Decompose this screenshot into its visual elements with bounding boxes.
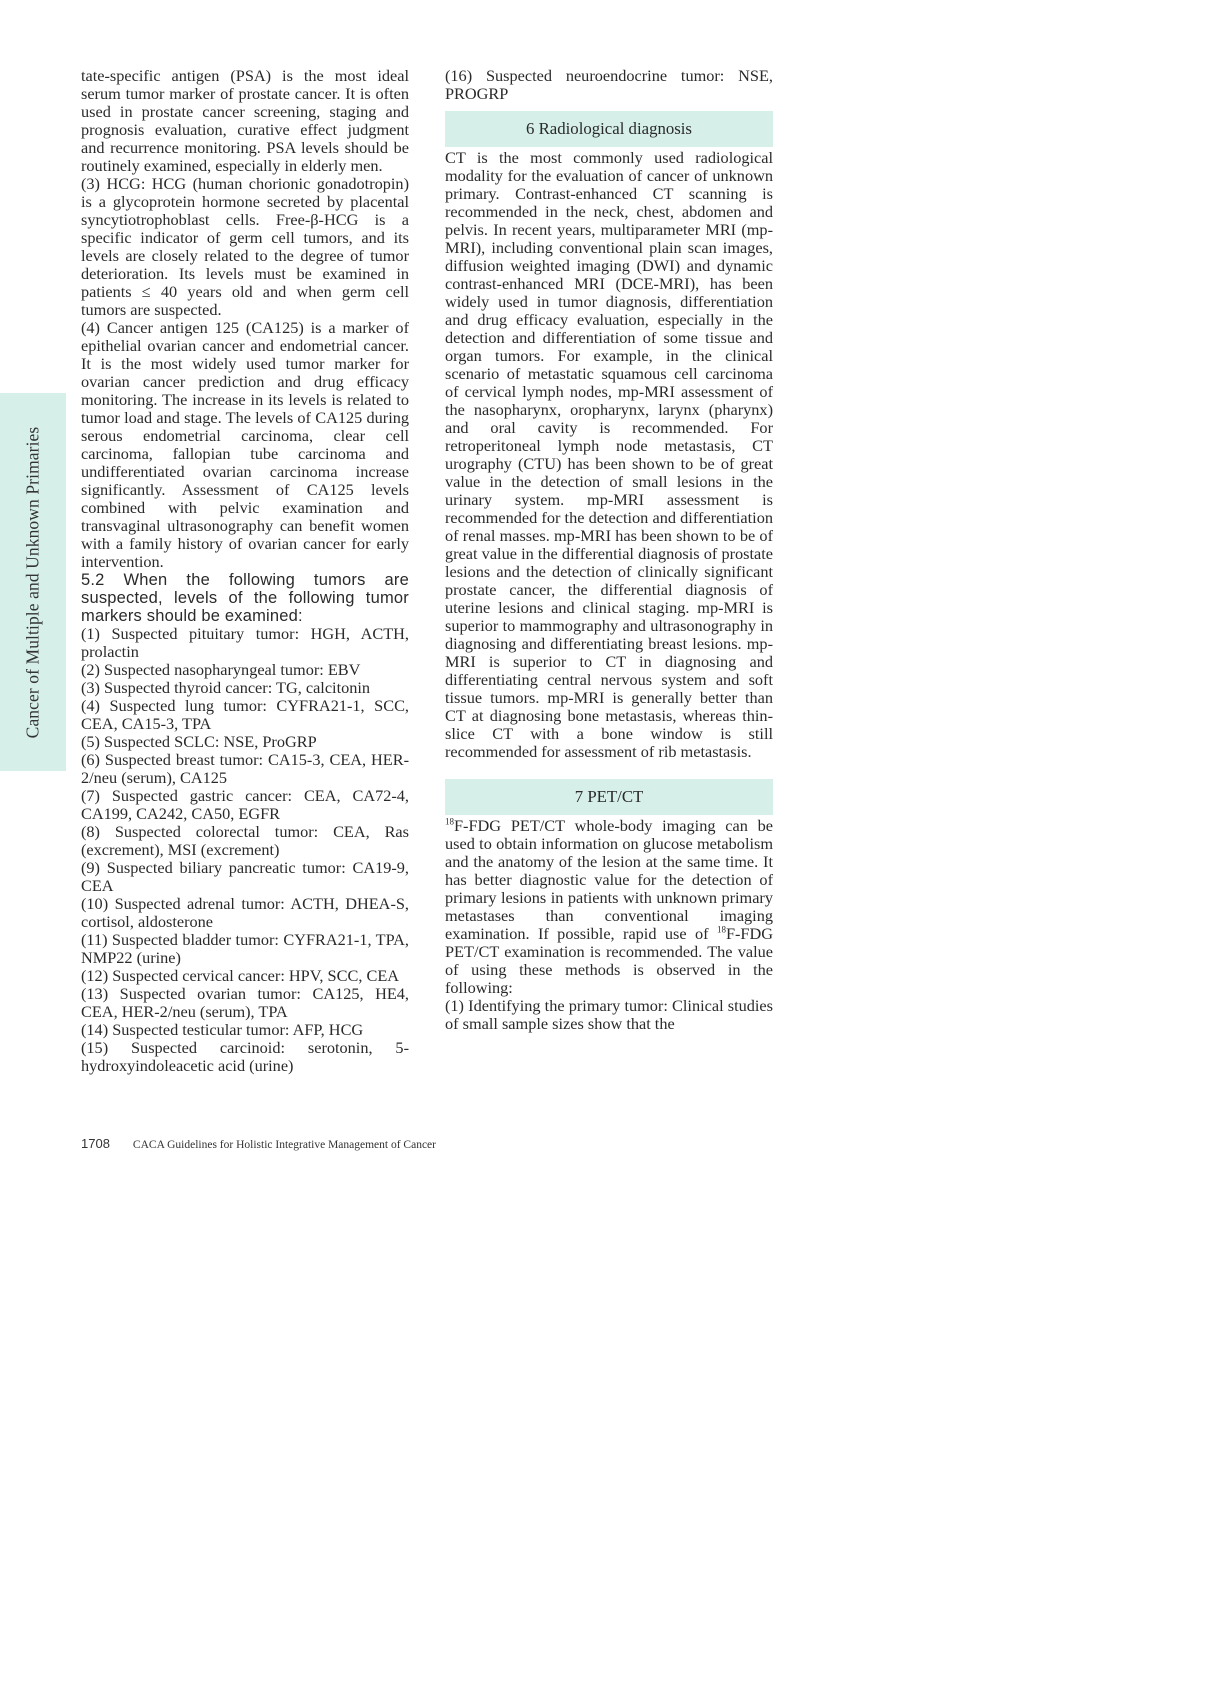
paragraph-primary-tumor: (1) Identifying the primary tumor: Clinical studies of small sample sizes show that the xyxy=(445,996,773,1033)
page-number: 1708 xyxy=(81,1136,110,1151)
marker-list-item: (1) Suspected pituitary tumor: HGH, ACTH, prolactin xyxy=(81,624,409,661)
marker-list-item: (6) Suspected breast tumor: CA15-3, CEA, HER-2/neu (serum), CA125 xyxy=(81,750,409,787)
marker-list-item: (16) Suspected neuroendocrine tumor: NSE, PROGRP xyxy=(445,66,773,103)
paragraph-psa: tate-specific antigen (PSA) is the most ideal serum tumor marker of prostate cancer. It is often used in prostate cancer screening, staging and prognosis evaluation, curative effect judgment and recurrence monitoring. PSA levels should be routinely examined, especially in elderly men. xyxy=(81,66,409,175)
marker-list-item: (4) Suspected lung tumor: CYFRA21-1, SCC, CEA, CA15-3, TPA xyxy=(81,696,409,733)
marker-list-item: (12) Suspected cervical cancer: HPV, SCC, CEA xyxy=(81,966,400,985)
marker-list-item: (11) Suspected bladder tumor: CYFRA21-1, TPA, NMP22 (urine) xyxy=(81,930,409,967)
isotope-superscript: 18 xyxy=(716,924,726,935)
side-tab-label: Cancer of Multiple and Unknown Primaries xyxy=(22,426,43,738)
marker-list-item: (5) Suspected SCLC: NSE, ProGRP xyxy=(81,732,317,751)
marker-list-item: (13) Suspected ovarian tumor: CA125, HE4, CEA, HER-2/neu (serum), TPA xyxy=(81,984,409,1021)
section-heading-radiological-diagnosis: 6 Radiological diagnosis xyxy=(445,111,773,147)
marker-list-item: (9) Suspected biliary pancreatic tumor: CA19-9, CEA xyxy=(81,858,409,895)
marker-list-item: (3) Suspected thyroid cancer: TG, calcitonin xyxy=(81,678,371,697)
section-heading-pet-ct: 7 PET/CT xyxy=(445,779,773,815)
pet-ct-intro-text-a: F-FDG PET/CT whole-body imaging can be used to obtain information on glucose metabolism and the anatomy of the lesion at the same time. It has better diagnostic value for the detection of primary lesions in patients with unknown primary metastases than conventional imaging examination. If possible, rapid use of xyxy=(445,816,773,943)
subsection-heading-5-2: 5.2 When the following tumors are suspected, levels of the following tumor markers should be examined: xyxy=(81,571,409,625)
marker-list-item: (10) Suspected adrenal tumor: ACTH, DHEA-S, cortisol, aldosterone xyxy=(81,894,409,931)
section-side-tab xyxy=(0,393,66,771)
isotope-superscript: 18 xyxy=(445,816,454,827)
paragraph-ca125: (4) Cancer antigen 125 (CA125) is a marker of epithelial ovarian cancer and endometrial cancer. It is the most widely used tumor marker for ovarian cancer prediction and drug efficacy monitoring. The increase in its levels is related to tumor load and stage. The levels of CA125 during serous endometrial carcinoma, clear cell carcinoma, fallopian tube carcinoma and undifferentiated ovarian carcinoma increase significantly. Assessment of CA125 levels combined with pelvic examination and transvaginal ultrasonography can benefit women with a family history of ovarian cancer for early intervention. xyxy=(81,318,409,571)
journal-title: CACA Guidelines for Holistic Integrative Management of Cancer xyxy=(132,1139,436,1151)
marker-list-item: (15) Suspected carcinoid: serotonin, 5-hydroxyindoleacetic acid (urine) xyxy=(81,1038,409,1075)
left-column xyxy=(81,67,409,1075)
paragraph-pet-ct-intro xyxy=(445,817,773,997)
page-footer xyxy=(81,1136,436,1152)
paragraph-hcg: (3) HCG: HCG (human chorionic gonadotropin) is a glycoprotein hormone secreted by placental syncytiotrophoblast cells. Free-β-HCG is a specific indicator of germ cell tumors, and its levels are closely related to the degree of tumor deterioration. Its levels must be examined in patients ≤ 40 years old and when germ cell tumors are suspected. xyxy=(81,174,409,319)
marker-list-item: (8) Suspected colorectal tumor: CEA, Ras (excrement), MSI (excrement) xyxy=(81,822,409,859)
paragraph-radiological-diagnosis: CT is the most commonly used radiological modality for the evaluation of cancer of unknown primary. Contrast-enhanced CT scanning is recommended in the neck, chest, abdomen and pelvis. In recent years, multiparameter MRI (mp-MRI), including conventional plain scan images, diffusion weighted imaging (DWI) and dynamic contrast-enhanced MRI (DCE-MRI), has been widely used in tumor diagnosis, differentiation and drug efficacy evaluation, especially in the detection and differentiation of some tissue and organ tumors. For example, in the clinical scenario of metastatic squamous cell carcinoma of cervical lymph nodes, mp-MRI assessment of the nasopharynx, oropharynx, larynx (pharynx) and oral cavity is recommended. For retroperitoneal lymph node metastasis, CT urography (CTU) has been shown to be of great value in the detection of small lesions in the urinary system. mp-MRI assessment is recommended for the detection and differentiation of renal masses. mp-MRI has been shown to be of great value in the differential diagnosis of prostate lesions and the detection of clinically significant prostate cancer, the differential diagnosis of uterine lesions and clinical staging. mp-MRI is superior to mammography and ultrasonography in diagnosing and differentiating breast lesions. mp-MRI is superior to CT in diagnosing and differentiating central nervous system and soft tissue tumors. mp-MRI is generally better than CT at diagnosing bone metastasis, whereas thin-slice CT with a bone window is still recommended for assessment of rib metastasis. xyxy=(445,148,773,761)
marker-list-item: (7) Suspected gastric cancer: CEA, CA72-4, CA199, CA242, CA50, EGFR xyxy=(81,786,409,823)
marker-list-item: (14) Suspected testicular tumor: AFP, HCG xyxy=(81,1020,364,1039)
right-column xyxy=(445,67,773,1033)
pet-ct-intro-text-b: F-FDG PET/CT examination is recommended. The value of using these methods is observed in the following: xyxy=(445,924,773,997)
marker-list-item: (2) Suspected nasopharyngeal tumor: EBV xyxy=(81,660,361,679)
